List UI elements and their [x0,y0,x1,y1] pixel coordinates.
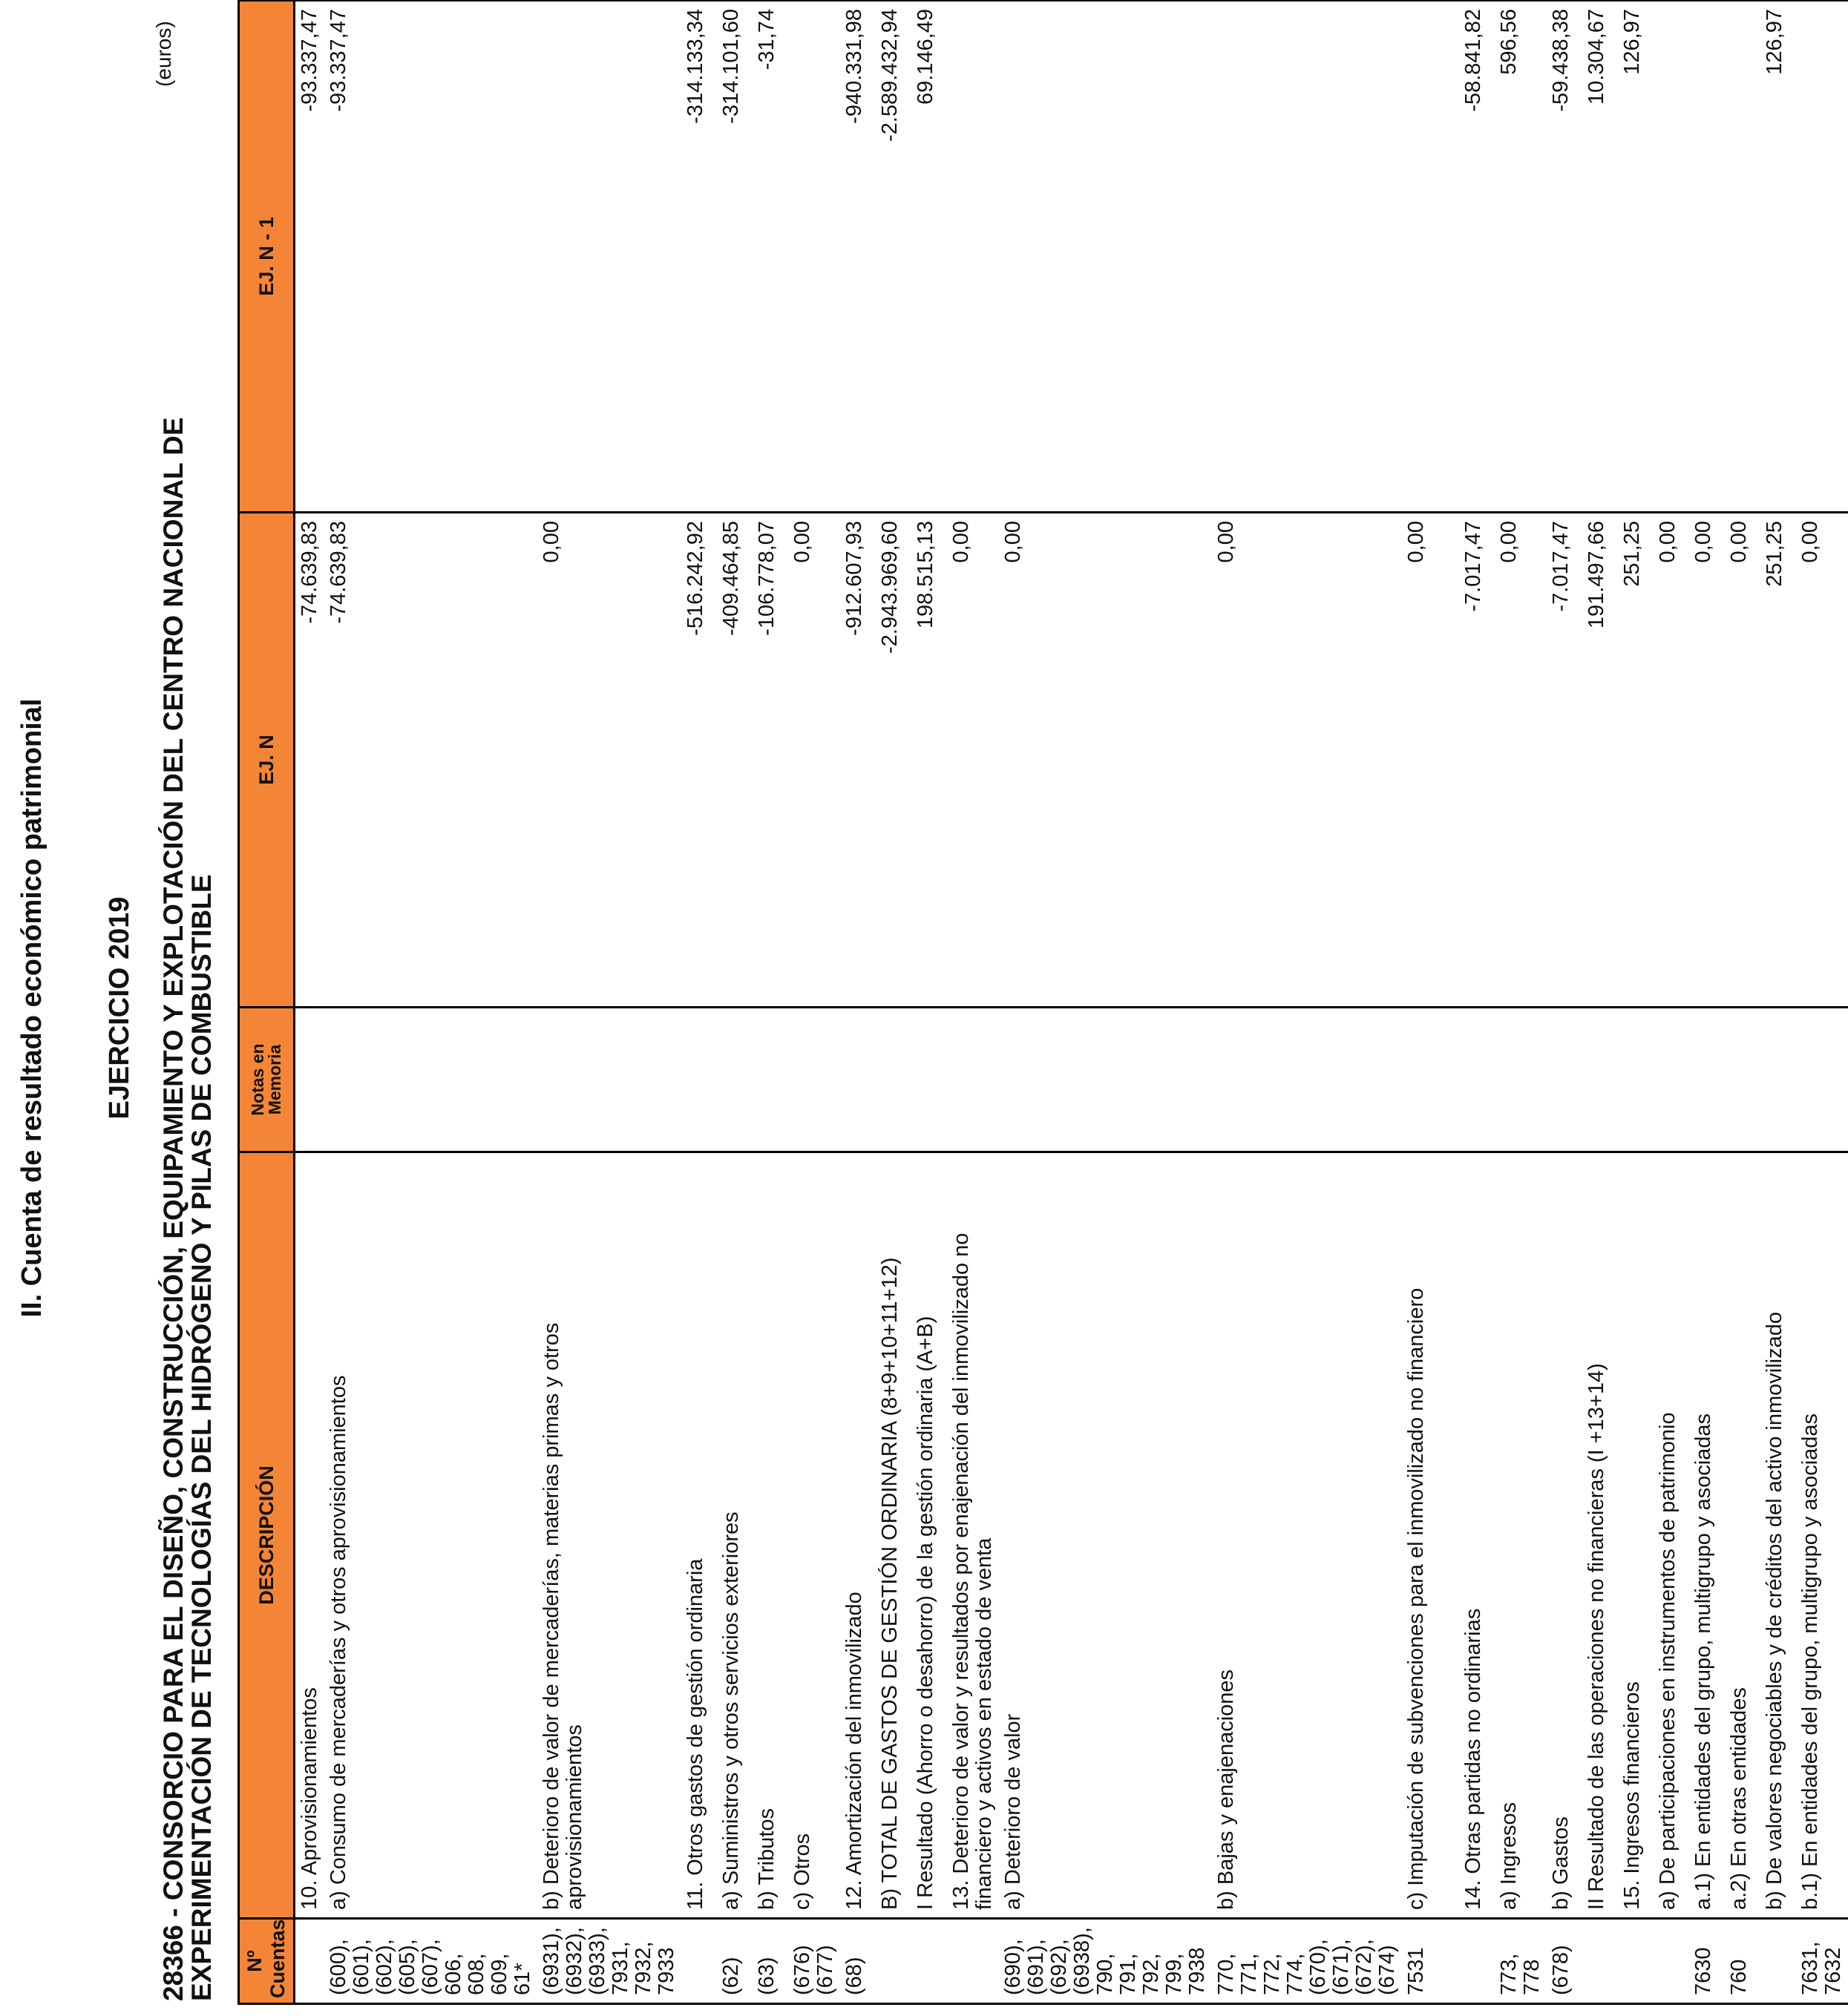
table-row [1760,1,1796,2004]
account-codes: (678) [1547,1919,1582,2004]
table-row [295,1,325,2004]
table-row [788,1,840,2004]
current-year-amount: -106.778,07 [753,513,788,1008]
header-description: DESCRIPCIÓN [239,1152,295,1919]
table-row [947,1,999,2004]
table-row [537,1,681,2004]
previous-year-amount: -58.841,82 [1459,1,1495,513]
current-year-amount: 0,00 [1689,513,1725,1008]
table-row [1495,1,1547,2004]
description: a) Suministros y otros servicios exteriores [717,1152,753,1919]
account-codes [947,1919,999,2004]
current-year-amount: -7.017,47 [1459,513,1495,1008]
current-year-amount: 0,00 [788,513,840,1008]
account-codes: (68) [840,1919,876,2004]
previous-year-amount: 126,97 [1760,1,1796,513]
current-year-amount: 251,25 [1618,513,1654,1008]
description: 13. Deterioro de valor y resultados por enajenación del inmovilizado no financiero y activos en estado de venta [947,1152,999,1919]
current-year-amount: -74.639,83 [324,513,537,1008]
description: b) Bajas y enajenaciones [1212,1152,1402,1919]
table-row [1618,1,1654,2004]
current-year-amount: 191.497,66 [1582,513,1618,1008]
current-year-amount: 0,00 [1212,513,1402,1008]
notes [1459,1008,1495,1152]
previous-year-amount [1654,1,1689,513]
notes [753,1008,788,1152]
notes [840,1008,876,1152]
account-codes [1760,1919,1796,2004]
description: 14. Otras partidas no ordinarias [1459,1152,1495,1919]
header-notes [239,1008,295,1152]
table-row [911,1,947,2004]
description: 12. Amortización del inmovilizado [840,1152,876,1919]
header-previous-year: EJ. N - 1 [239,1,295,513]
previous-year-amount [1725,1,1760,513]
previous-year-amount: 69.146,49 [911,1,947,513]
previous-year-amount: 126,97 [1618,1,1654,513]
previous-year-amount: -31,74 [753,1,788,513]
table-row [1547,1,1582,2004]
current-year-amount: -409.464,85 [717,513,753,1008]
account-codes: 7631, 7632 [1796,1919,1848,2004]
previous-year-amount: -940.331,98 [840,1,876,513]
current-year-amount: 0,00 [537,513,681,1008]
description: B) TOTAL DE GASTOS DE GESTIÓN ORDINARIA (8+9+10+11+12) [876,1152,911,1919]
previous-year-amount [788,1,840,513]
previous-year-amount [1689,1,1725,513]
currency-note: (euros) [152,21,175,87]
header-accounts: Nº Cuentas [239,1919,295,2004]
notes [1760,1008,1796,1152]
account-codes: (63) [753,1919,788,2004]
table-row [1582,1,1618,2004]
description: b) Gastos [1547,1152,1582,1919]
previous-year-amount [1212,1,1402,513]
account-codes: 773, 778 [1495,1919,1547,2004]
description: II Resultado de las operaciones no financieras (I +13+14) [1582,1152,1618,1919]
notes [1402,1008,1459,1152]
exercise-title: EJERCICIO 2019 [104,896,135,1120]
table-row [1796,1,1848,2004]
account-codes [295,1919,325,2004]
notes [717,1008,753,1152]
notes [1212,1008,1402,1152]
current-year-amount: -7.017,47 [1547,513,1582,1008]
entity-title-line-2: EXPERIMENTACIÓN DE TECNOLOGÍAS DEL HIDRÓGENO Y PILAS DE COMBUSTIBLE [186,874,217,2001]
notes [324,1008,537,1152]
table-body [295,1,1848,2004]
section-title: II. Cuenta de resultado económico patrimonial [16,698,47,1318]
notes [947,1008,999,1152]
income-statement-table [237,0,1848,2005]
account-codes: 770, 771, 772, 774, (670), (671), (672), (674) [1212,1919,1402,2004]
header-current-year: EJ. N [239,513,295,1008]
notes [1796,1008,1848,1152]
header-row [239,1,295,2004]
previous-year-amount: -93.337,47 [324,1,537,513]
notes [1582,1008,1618,1152]
account-codes: (62) [717,1919,753,2004]
description: 10. Aprovisionamientos [295,1152,325,1919]
current-year-amount: 0,00 [1402,513,1459,1008]
description: a) Consumo de mercaderías y otros aprovisionamientos [324,1152,537,1919]
previous-year-amount [947,1,999,513]
description: a.1) En entidades del grupo, multigrupo y asociadas [1689,1152,1725,1919]
previous-year-amount: -93.337,47 [295,1,325,513]
current-year-amount: 0,00 [1495,513,1547,1008]
notes [295,1008,325,1152]
current-year-amount: 0,00 [1796,513,1848,1008]
table-row [717,1,753,2004]
entity-title-line-1: 28366 - CONSORCIO PARA EL DISEÑO, CONSTRUCCIÓN, EQUIPAMIENTO Y EXPLOTACIÓN DEL CENTRO NACIONAL DE [158,417,189,2001]
previous-year-amount: 596,56 [1495,1,1547,513]
current-year-amount: 0,00 [1725,513,1760,1008]
previous-year-amount: -314.133,34 [681,1,717,513]
current-year-amount: -2.943.969,60 [876,513,911,1008]
description: b.1) En entidades del grupo, multigrupo y asociadas [1796,1152,1848,1919]
table-row [840,1,876,2004]
current-year-amount: -912.607,93 [840,513,876,1008]
notes [681,1008,717,1152]
notes [1495,1008,1547,1152]
description: b) Tributos [753,1152,788,1919]
account-codes: (6931), (6932), (6933), 7931, 7932, 7933 [537,1919,681,2004]
account-codes [876,1919,911,2004]
current-year-amount: -516.242,92 [681,513,717,1008]
current-year-amount: 0,00 [947,513,999,1008]
account-codes [681,1919,717,2004]
previous-year-amount [1796,1,1848,513]
account-codes [1459,1919,1495,2004]
table-row [1459,1,1495,2004]
account-codes: (600), (601), (602), (605), (607), 606, 608, 609, 61* [324,1919,537,2004]
description: a) De participaciones en instrumentos de patrimonio [1654,1152,1689,1919]
table-row [1725,1,1760,2004]
account-codes: (690), (691), (692), (6938), 790, 791, 792, 799, 7938 [999,1919,1212,2004]
description: 11. Otros gastos de gestión ordinaria [681,1152,717,1919]
table-row [1654,1,1689,2004]
account-codes: 7630 [1689,1919,1725,2004]
account-codes [911,1919,947,2004]
previous-year-amount: -59.438,38 [1547,1,1582,513]
account-codes: 7531 [1402,1919,1459,2004]
current-year-amount: 251,25 [1760,513,1796,1008]
account-codes [1654,1919,1689,2004]
previous-year-amount: 10.304,67 [1582,1,1618,513]
notes [788,1008,840,1152]
notes [1725,1008,1760,1152]
current-year-amount: 0,00 [1654,513,1689,1008]
account-codes: (676) (677) [788,1919,840,2004]
current-year-amount: 198.515,13 [911,513,947,1008]
previous-year-amount [537,1,681,513]
description: I Resultado (Ahorro o desahorro) de la gestión ordinaria (A+B) [911,1152,947,1919]
entity-title [160,102,216,2001]
table-row [876,1,911,2004]
table-row [324,1,537,2004]
previous-year-amount: -314.101,60 [717,1,753,513]
notes [1547,1008,1582,1152]
description: a) Deterioro de valor [999,1152,1212,1919]
notes [1618,1008,1654,1152]
table-row [1212,1,1402,2004]
previous-year-amount: -2.589.432,94 [876,1,911,513]
notes [537,1008,681,1152]
notes [911,1008,947,1152]
current-year-amount: -74.639,83 [295,513,325,1008]
table-row [753,1,788,2004]
account-codes: 760 [1725,1919,1760,2004]
table-row [681,1,717,2004]
table-row [1689,1,1725,2004]
description: b) Deterioro de valor de mercaderías, materias primas y otros aprovisionamientos [537,1152,681,1919]
table-row [999,1,1212,2004]
header-notes-line-2: Memoria [265,1044,284,1115]
notes [1689,1008,1725,1152]
previous-year-amount [1402,1,1459,513]
description: c) Imputación de subvenciones para el inmovilizado no financiero [1402,1152,1459,1919]
description: b) De valores negociables y de créditos del activo inmovilizado [1760,1152,1796,1919]
account-codes [1582,1919,1618,2004]
notes [1654,1008,1689,1152]
table-row [1402,1,1459,2004]
current-year-amount: 0,00 [999,513,1212,1008]
header-notes-line-1: Notas en [248,1043,267,1116]
account-codes [1618,1919,1654,2004]
description: 15. Ingresos financieros [1618,1152,1654,1919]
description: a.2) En otras entidades [1725,1152,1760,1919]
previous-year-amount [999,1,1212,513]
description: a) Ingresos [1495,1152,1547,1919]
notes [999,1008,1212,1152]
description: c) Otros [788,1152,840,1919]
notes [876,1008,911,1152]
